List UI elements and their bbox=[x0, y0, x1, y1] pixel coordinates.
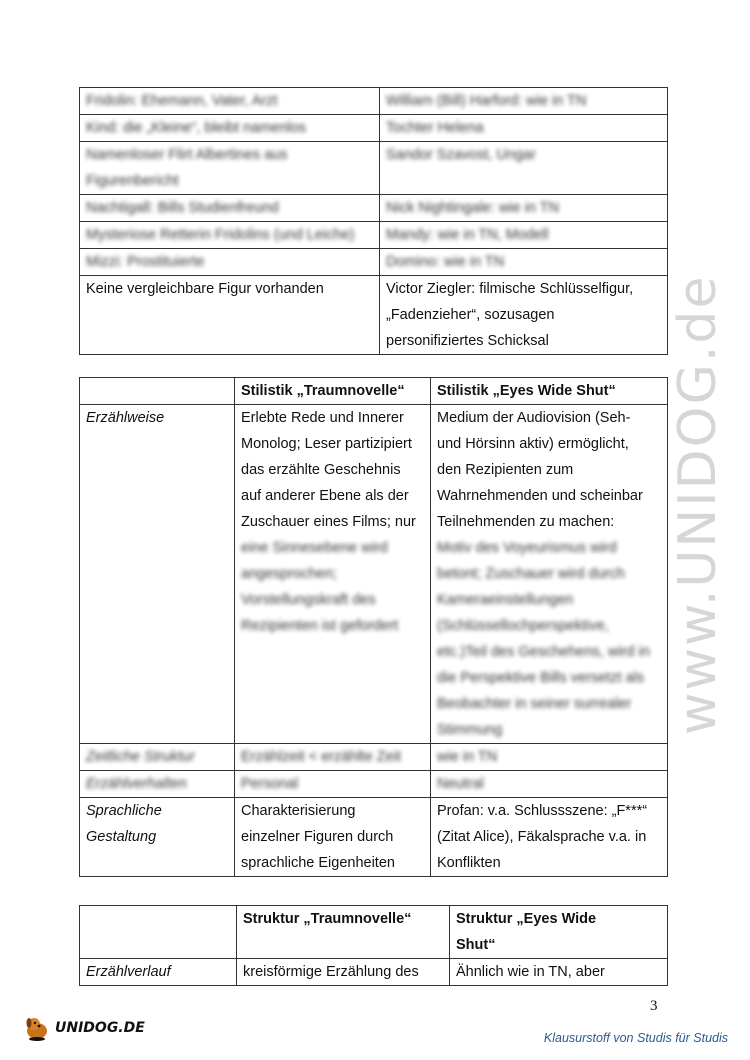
table-row bbox=[80, 744, 668, 771]
text-line: Shut“ bbox=[456, 937, 496, 953]
traumnovelle-figure-cell: Fridolin: Ehemann, Vater, Arzt bbox=[80, 88, 380, 115]
table-row-sprachliche-gestaltung bbox=[80, 798, 668, 877]
text-line: und Hörsinn aktiv) ermöglicht, bbox=[437, 436, 629, 452]
table-row-erzaehlverlauf bbox=[80, 959, 668, 986]
text-line: Figurenbericht bbox=[86, 173, 179, 189]
stilistik-table bbox=[79, 377, 668, 877]
row-label-erzaehlweise: Erzählweise bbox=[80, 405, 235, 744]
text-line: Victor Ziegler: filmische Schlüsselfigur, bbox=[386, 281, 634, 297]
row-label-sprachliche-gestaltung bbox=[80, 798, 235, 877]
table-row-erzaehlweise bbox=[80, 405, 668, 744]
film-figure-cell: William (Bill) Harford: wie in TN bbox=[380, 88, 668, 115]
text-line: Sandor Szavost, Ungar bbox=[386, 147, 536, 163]
text-line: Teilnehmenden zu machen: bbox=[437, 514, 615, 530]
text-line: Beobachter in seiner surrealer bbox=[437, 696, 632, 712]
table-cell: Personal bbox=[235, 771, 431, 798]
film-figure-cell: Mandy: wie in TN, Modell bbox=[380, 222, 668, 249]
table-header-row bbox=[80, 906, 668, 959]
text-line: Konflikten bbox=[437, 855, 501, 871]
text-line: Keine vergleichbare Figur vorhanden bbox=[86, 281, 324, 297]
traumnovelle-figure-cell: Nachtigall: Bills Studienfreund bbox=[80, 195, 380, 222]
erzaehlverlauf-traumnovelle: kreisförmige Erzählung des bbox=[237, 959, 450, 986]
traumnovelle-figure-cell: Mizzi: Prostituierte bbox=[80, 249, 380, 276]
erzaehlweise-eyes-wide-shut bbox=[431, 405, 668, 744]
text-line: Struktur „Eyes Wide bbox=[456, 911, 597, 927]
text-line: eine Sinnesebene wird bbox=[241, 540, 388, 556]
erzaehlverlauf-eyes-wide-shut: Ähnlich wie in TN, aber bbox=[450, 959, 668, 986]
table-row bbox=[80, 88, 668, 115]
erzaehlweise-traumnovelle bbox=[235, 405, 431, 744]
text-line: das erzählte Geschehnis bbox=[241, 462, 401, 478]
table-row bbox=[80, 222, 668, 249]
footer-note: Klausurstoff von Studis für Studis bbox=[543, 1031, 728, 1045]
header-struktur-traumnovelle: Struktur „Traumnovelle“ bbox=[237, 906, 450, 959]
film-figure-cell: Domino: wie in TN bbox=[380, 249, 668, 276]
traumnovelle-figure-cell bbox=[80, 142, 380, 195]
text-line: auf anderer Ebene als der bbox=[241, 488, 409, 504]
text-line: Monolog; Leser partizipiert bbox=[241, 436, 412, 452]
text-line: angesprochen; bbox=[241, 566, 337, 582]
header-empty-cell bbox=[80, 906, 237, 959]
traumnovelle-figure-cell: Kind: die „Kleine“, bleibt namenlos bbox=[80, 115, 380, 142]
text-line: Zuschauer eines Films; nur bbox=[241, 514, 416, 530]
table-row bbox=[80, 115, 668, 142]
traumnovelle-figure-cell bbox=[80, 276, 380, 355]
page-number: 3 bbox=[650, 998, 658, 1014]
text-line: Motiv des Voyeurismus wird bbox=[437, 540, 617, 556]
text-line: Charakterisierung bbox=[241, 803, 356, 819]
film-figure-cell bbox=[380, 142, 668, 195]
table-cell: wie in TN bbox=[431, 744, 668, 771]
table-cell: Erzählzeit < erzählte Zeit bbox=[235, 744, 431, 771]
text-line: Sprachliche bbox=[86, 803, 162, 819]
watermark: www.UNIDOG.de bbox=[668, 274, 728, 736]
text-line: etc.)Teil des Geschehens, wird in bbox=[437, 644, 650, 660]
text-line: Vorstellungskraft des bbox=[241, 592, 376, 608]
table-row bbox=[80, 195, 668, 222]
row-label: Zeitliche Struktur bbox=[80, 744, 235, 771]
text-line: Stimmung bbox=[437, 722, 503, 738]
text-line: den Rezipienten zum bbox=[437, 462, 574, 478]
unidog-logo bbox=[22, 1014, 145, 1042]
text-line: Wahrnehmenden und scheinbar bbox=[437, 488, 643, 504]
row-label-erzaehlverlauf: Erzählverlauf bbox=[80, 959, 237, 986]
row-label: Erzählverhalten bbox=[80, 771, 235, 798]
text-line: „Fadenzieher“, sozusagen bbox=[386, 307, 555, 323]
table-row bbox=[80, 276, 668, 355]
header-struktur-eyes-wide-shut bbox=[450, 906, 668, 959]
logo-text: UNIDOG.DE bbox=[55, 1020, 145, 1036]
text-line: Profan: v.a. Schlussszene: „F***“ bbox=[437, 803, 648, 819]
film-figure-cell: Nick Nightingale: wie in TN bbox=[380, 195, 668, 222]
text-line: einzelner Figuren durch bbox=[241, 829, 394, 845]
header-traumnovelle: Stilistik „Traumnovelle“ bbox=[235, 378, 431, 405]
sprachliche-eyes-wide-shut bbox=[431, 798, 668, 877]
film-figure-cell: Tochter Helena bbox=[380, 115, 668, 142]
text-line: betont; Zuschauer wird durch bbox=[437, 566, 625, 582]
text-line: (Zitat Alice), Fäkalsprache v.a. in bbox=[437, 829, 647, 845]
text-line: sprachliche Eigenheiten bbox=[241, 855, 395, 871]
sprachliche-traumnovelle bbox=[235, 798, 431, 877]
table-row bbox=[80, 142, 668, 195]
film-figure-cell bbox=[380, 276, 668, 355]
text-line: Medium der Audiovision (Seh- bbox=[437, 410, 631, 426]
text-line: Rezipienten ist gefordert bbox=[241, 618, 399, 634]
struktur-table bbox=[79, 905, 668, 986]
text-line: Kameraeinstellungen bbox=[437, 592, 574, 608]
table-cell: Neutral bbox=[431, 771, 668, 798]
dog-mascot-icon bbox=[22, 1014, 52, 1042]
text-line: Erlebte Rede und Innerer bbox=[241, 410, 404, 426]
text-line: die Perspektive Bills versetzt als bbox=[437, 670, 645, 686]
header-eyes-wide-shut: Stilistik „Eyes Wide Shut“ bbox=[431, 378, 668, 405]
text-line: Namenloser Flirt Albertines aus bbox=[86, 147, 288, 163]
characters-table bbox=[79, 87, 668, 355]
traumnovelle-figure-cell: Mysteriose Retterin Fridolins (und Leiche) bbox=[80, 222, 380, 249]
table-row bbox=[80, 249, 668, 276]
text-line: personifiziertes Schicksal bbox=[386, 333, 549, 349]
text-line: Gestaltung bbox=[86, 829, 157, 845]
header-empty-cell bbox=[80, 378, 235, 405]
table-header-row bbox=[80, 378, 668, 405]
text-line: (Schlüssellochperspektive, bbox=[437, 618, 609, 634]
table-row bbox=[80, 771, 668, 798]
